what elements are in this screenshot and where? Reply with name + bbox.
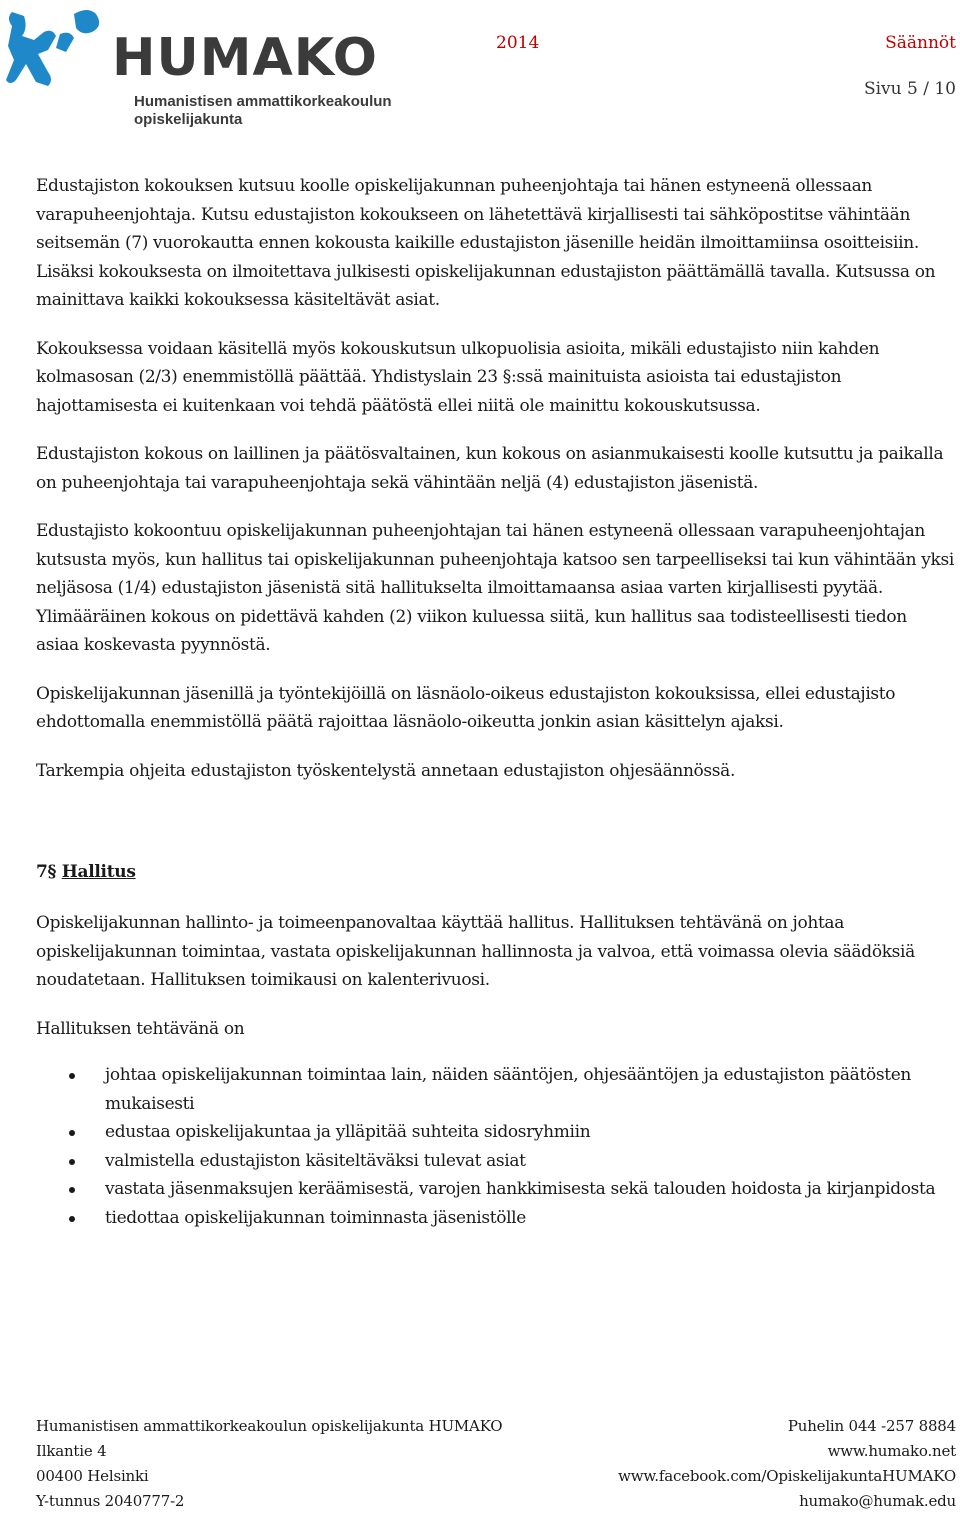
humako-logo (4, 6, 392, 128)
header-year: 2014 (496, 33, 540, 53)
logo-wordmark: HUMAKO (112, 28, 378, 88)
footer-postcode: 00400 Helsinki (36, 1467, 149, 1485)
footer-address (36, 1414, 502, 1514)
logo-subtitle-line2: opiskelijakunta (134, 111, 243, 128)
document-body (36, 172, 954, 1232)
logo-subtitle-line1: Humanistisen ammattikorkeakoulun (134, 93, 392, 110)
footer-email-link[interactable]: humako@humak.edu (799, 1492, 956, 1510)
section-heading (36, 858, 954, 886)
footer-phone: Puhelin 044 -257 8884 (787, 1417, 956, 1435)
list-item (36, 1175, 954, 1204)
section-number: 7§ (36, 862, 57, 882)
bullet-icon (69, 1187, 75, 1193)
paragraph: Edustajisto kokoontuu opiskelijakunnan puheenjohtajan tai hänen estyneenä ollessaan varapuheenjohtajan kutsusta myös, kun hallitus tai opiskelijakunnan puheenjohtaja katsoo sen tarpeelliseksi tai kun vähintään yksi neljäsosa (1/4) edustajiston jäsenistä sitä hallitukselta ilmoittamaansa asiaa varten kirjallisesti pyytää. Ylimääräinen kokous on pidettävä kahden (2) viikon kuluessa siitä, kun hallitus saa todisteellisesti tiedon asiaa koskevasta pyynnöstä. (36, 521, 954, 655)
list-item (36, 1147, 954, 1176)
duties-list (36, 1061, 954, 1232)
list-item-text: edustaa opiskelijakuntaa ja ylläpitää suhteita sidosryhmiin (105, 1122, 591, 1142)
footer-contacts (618, 1414, 956, 1514)
footer-business-id: Y-tunnus 2040777-2 (36, 1492, 185, 1510)
list-item-text: valmistella edustajiston käsiteltäväksi tulevat asiat (105, 1150, 526, 1171)
bullet-icon (69, 1216, 75, 1222)
footer-facebook-link[interactable]: www.facebook.com/OpiskelijakuntaHUMAKO (618, 1467, 956, 1485)
bullet-icon (69, 1130, 75, 1136)
list-item-text: vastata jäsenmaksujen keräämisestä, varojen hankkimisesta sekä talouden hoidosta ja kirjanpidosta (105, 1179, 936, 1199)
bullet-icon (69, 1073, 75, 1079)
page-number: Sivu 5 / 10 (863, 79, 956, 99)
list-item (36, 1118, 954, 1147)
paragraph: Kokouksessa voidaan käsitellä myös kokouskutsun ulkopuolisia asioita, mikäli edustajisto niin kahden kolmasosan (2/3) enemmistöllä päättää. Yhdistyslain 23 §:ssä mainituista asioista tai edustajiston hajottamisesta ei kuitenkaan voi tehdä päätöstä ellei niitä ole mainittu kokouskutsussa. (36, 338, 880, 416)
list-item-text: johtaa opiskelijakunnan toimintaa lain, näiden sääntöjen, ohjesääntöjen ja edustajiston päätösten mukaisesti (105, 1065, 911, 1114)
list-item (36, 1061, 954, 1118)
list-item (36, 1204, 954, 1233)
footer-street: Ilkantie 4 (36, 1442, 107, 1460)
humako-logo-mark-icon (4, 6, 124, 101)
bullet-icon (69, 1159, 75, 1165)
paragraph: Tarkempia ohjeita edustajiston työskentelystä annetaan edustajiston ohjesäännössä. (36, 760, 736, 781)
list-intro: Hallituksen tehtävänä on (36, 1018, 245, 1039)
section-title: Hallitus (61, 862, 136, 882)
footer-website-link[interactable]: www.humako.net (827, 1442, 956, 1460)
footer-organization: Humanistisen ammattikorkeakoulun opiskelijakunta HUMAKO (36, 1417, 503, 1435)
paragraph: Opiskelijakunnan jäsenillä ja työntekijöillä on läsnäolo-oikeus edustajiston kokouksissa, ellei edustajisto ehdottomalla enemmistöllä päätä rajoittaa läsnäolo-oikeutta jonkin asian käsittelyn ajaksi. (36, 683, 896, 732)
paragraph: Opiskelijakunnan hallinto- ja toimeenpanovaltaa käyttää hallitus. Hallituksen tehtävänä on johtaa opiskelijakunnan toimintaa, vastata opiskelijakunnan hallinnosta ja valvoa, että voimassa olevia säädöksiä noudatetaan. Hallituksen toimikausi on kalenterivuosi. (36, 913, 915, 990)
header-document-title: Säännöt (885, 33, 956, 53)
paragraph: Edustajiston kokous on laillinen ja päätösvaltainen, kun kokous on asianmukaisesti koolle kutsuttu ja paikalla on puheenjohtaja tai varapuheenjohtaja sekä vähintään neljä (4) edustajiston jäsenistä. (36, 444, 944, 493)
list-item-text: tiedottaa opiskelijakunnan toiminnasta jäsenistölle (105, 1207, 526, 1228)
paragraph: Edustajiston kokouksen kutsuu koolle opiskelijakunnan puheenjohtaja tai hänen estyneenä ollessaan varapuheenjohtaja. Kutsu edustajiston kokoukseen on lähetettävä kirjallisesti tai sähköpostitse vähintään seitsemän (7) vuorokautta ennen kokousta kaikille edustajiston jäsenille heidän ilmoittamiinsa osoitteisiin. Lisäksi kokouksesta on ilmoitettava julkisesti opiskelijakunnan edustajiston päättämällä tavalla. Kutsussa on mainittava kaikki kokouksessa käsiteltävät asiat. (36, 176, 936, 310)
